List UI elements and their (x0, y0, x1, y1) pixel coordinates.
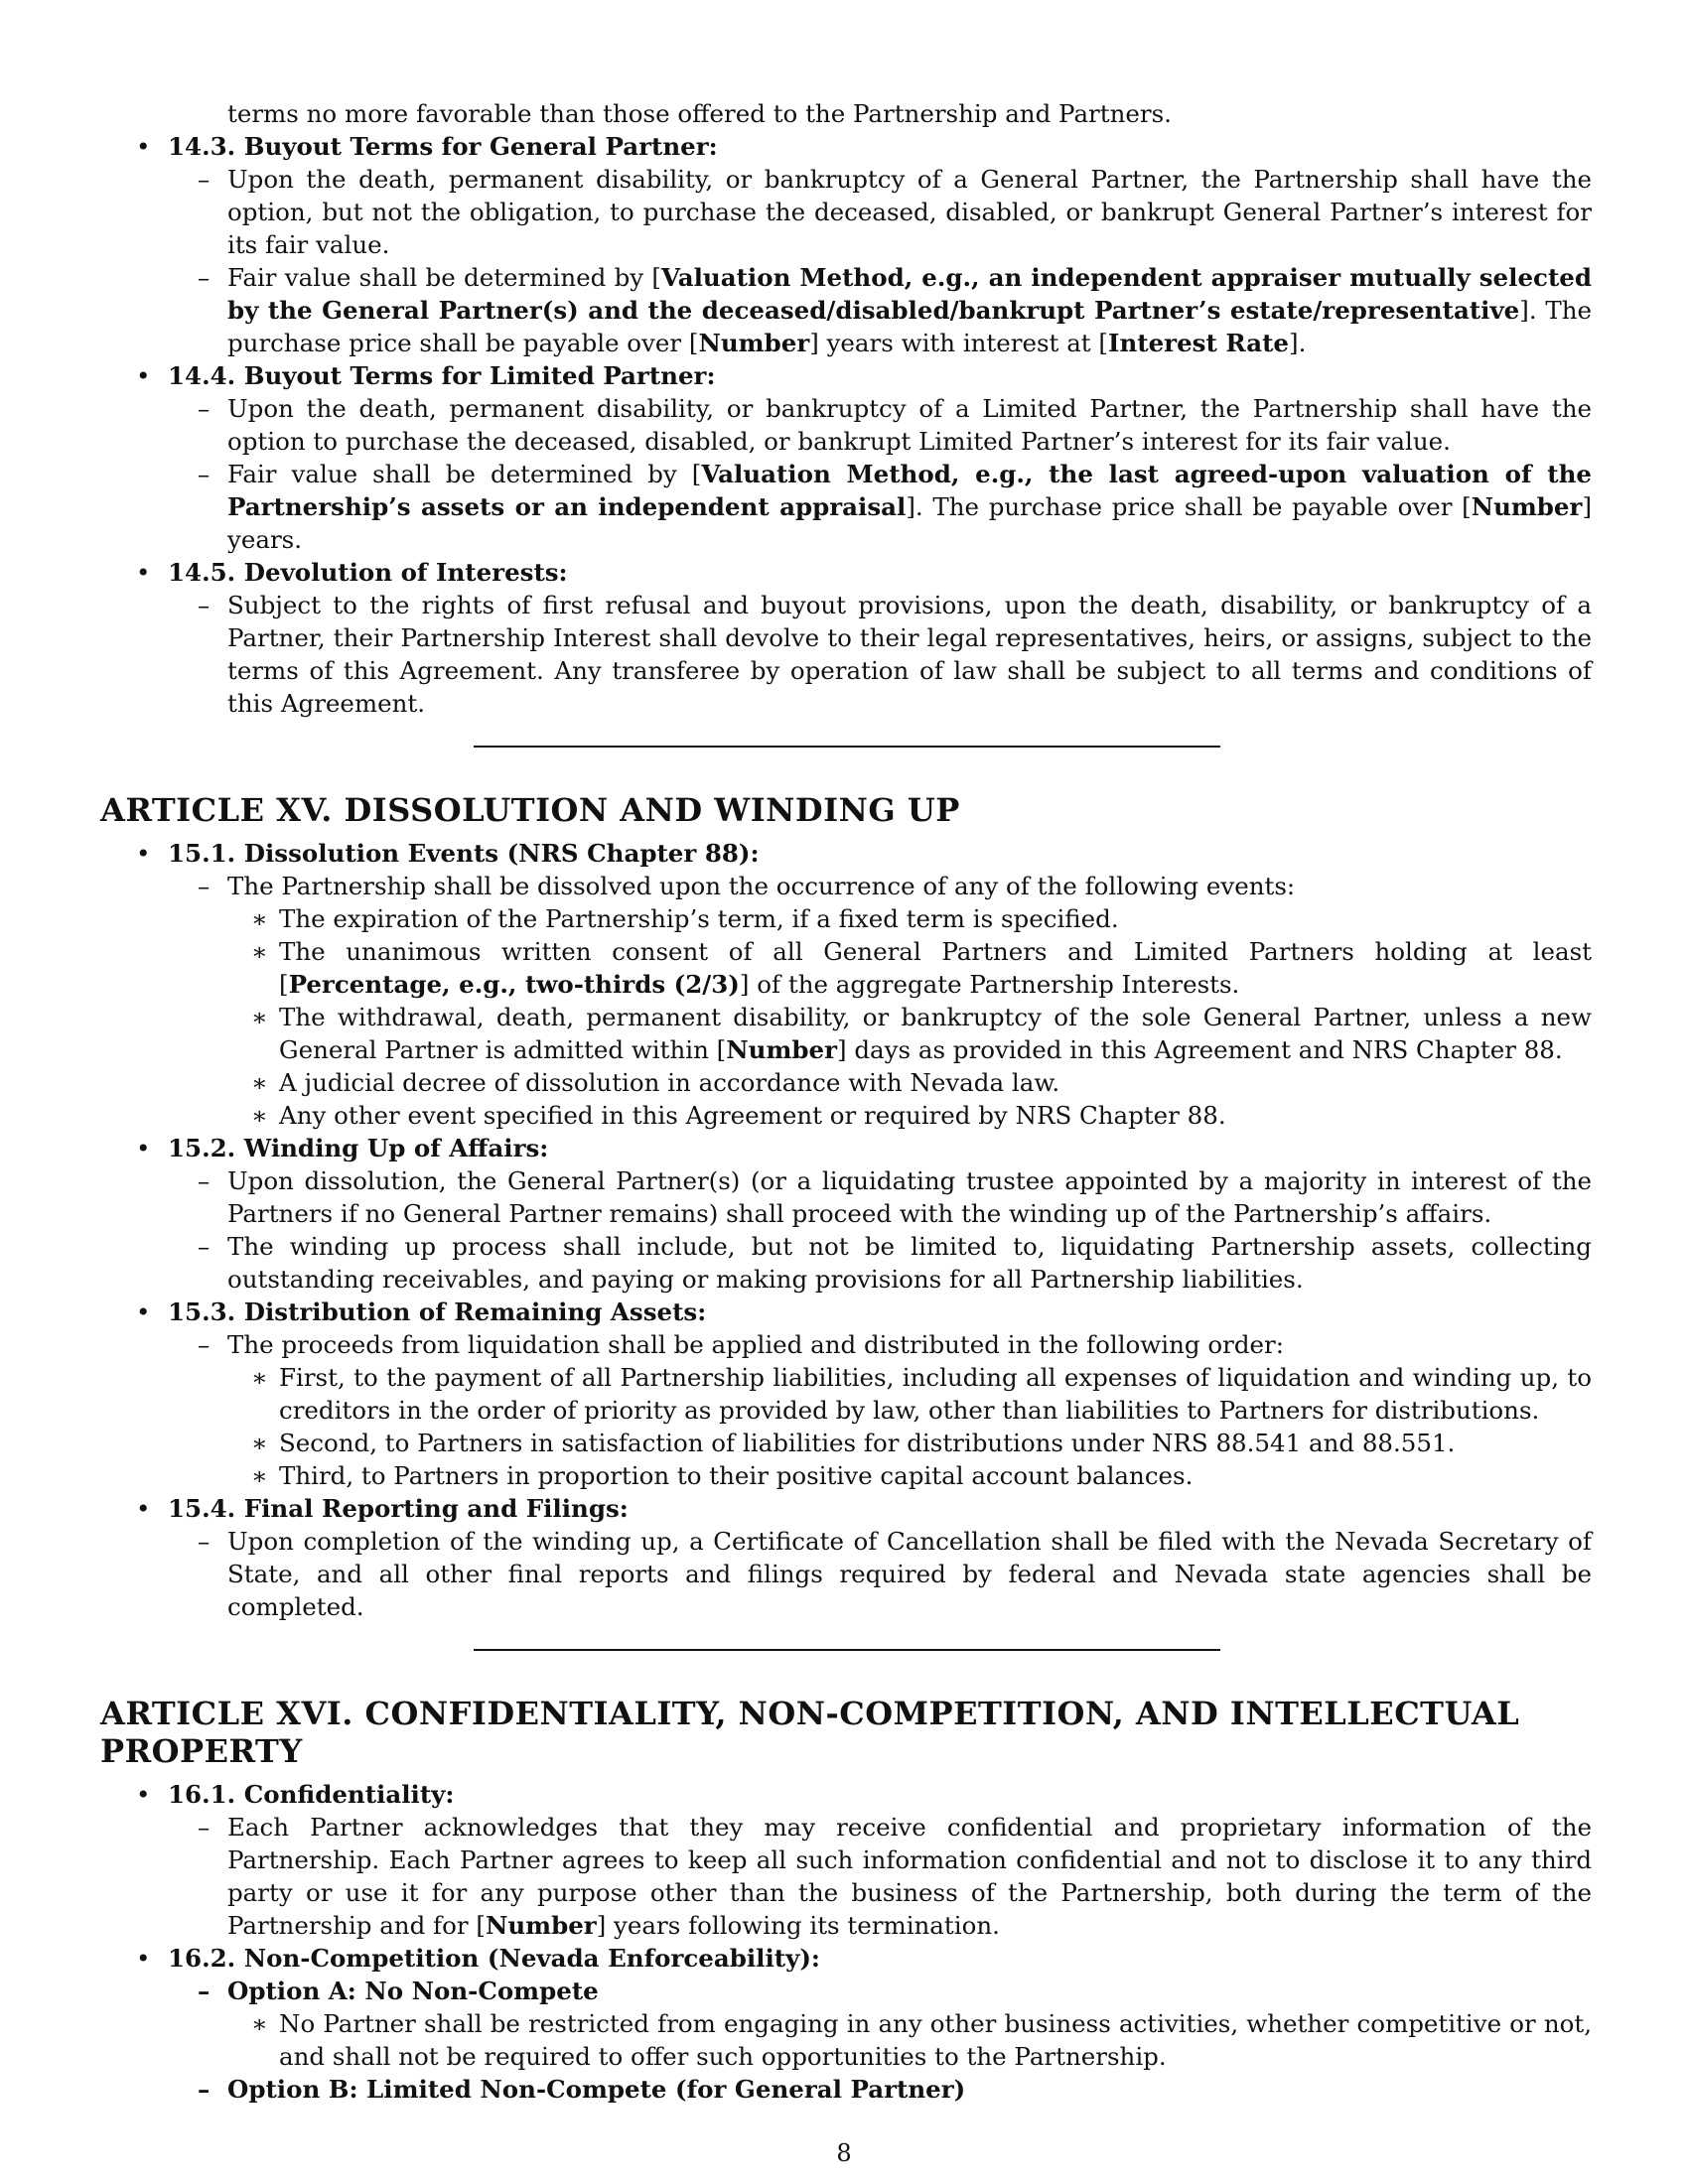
clause-text: The expiration of the Partnership’s term, if a fixed term is specified. (279, 904, 1119, 933)
dash-icon: – (198, 1232, 211, 1261)
dash-icon: – (198, 1527, 211, 1556)
clause-text: Third, to Partners in proportion to their positive capital account balances. (279, 1461, 1194, 1490)
clause-text: Each Partner acknowledges that they may receive confidential and proprietary information of the Partnership. Each Partner agrees to keep all such information confidential and not to disclose it to any third party or use it for any purpose other than the business of the Partnership, both during the term of the Partnership and for [ (227, 1813, 1592, 1940)
section-15-1 (100, 837, 1592, 870)
list-item (100, 935, 1592, 1001)
section-14-5 (100, 556, 1592, 589)
list-item (100, 1164, 1592, 1230)
list-item (100, 1230, 1592, 1296)
section-15-3 (100, 1296, 1592, 1328)
clause-text: ]. The purchase price shall be payable over [ (906, 492, 1472, 521)
bullet-icon: • (136, 558, 151, 587)
document-page (100, 97, 1592, 2106)
dash-icon: – (198, 872, 211, 900)
list-item (100, 870, 1592, 902)
star-icon: ∗ (251, 937, 268, 966)
clause-text: ] years following its termination. (596, 1911, 1000, 1940)
section-heading: 14.3. Buyout Terms for General Partner: (168, 132, 718, 161)
clause-text: The proceeds from liquidation shall be applied and distributed in the following order: (227, 1330, 1284, 1359)
dash-icon: – (198, 1977, 211, 2005)
clause-text: Upon the death, permanent disability, or bankruptcy of a General Partner, the Partnership shall have the option, but not the obligation, to purchase the deceased, disabled, or bankrupt General Partner’s interest for its fair value. (227, 165, 1592, 259)
section-16-2 (100, 1942, 1592, 1975)
dash-icon: – (198, 2075, 211, 2104)
page-number: 8 (836, 2139, 852, 2167)
section-15-4 (100, 1492, 1592, 1525)
section-16-1 (100, 1778, 1592, 1811)
clause-text: A judicial decree of dissolution in accordance with Nevada law. (279, 1068, 1060, 1097)
clause-text: ] years. (227, 492, 1592, 554)
bullet-icon: • (136, 1297, 151, 1326)
placeholder-valuation: Valuation Method, e.g., the last agreed-upon valuation of the Partnership’s assets or an independent appraisal (227, 460, 1592, 521)
clause-text: No Partner shall be restricted from engaging in any other business activities, whether competitive or not, and shall not be required to offer such opportunities to the Partnership. (279, 2009, 1592, 2071)
section-heading: 14.5. Devolution of Interests: (168, 558, 568, 587)
dash-icon: – (198, 460, 211, 488)
list-item (100, 1427, 1592, 1459)
bullet-icon: • (136, 132, 151, 161)
section-heading: 15.3. Distribution of Remaining Assets: (168, 1297, 707, 1326)
bullet-icon: • (136, 1134, 151, 1162)
option-b-heading: Option B: Limited Non-Compete (for General Partner) (227, 2075, 966, 2104)
clause-text: Any other event specified in this Agreement or required by NRS Chapter 88. (279, 1101, 1226, 1130)
article14-list (100, 130, 1592, 720)
list-item (100, 902, 1592, 935)
list-item (100, 2073, 1592, 2106)
list-item (100, 163, 1592, 261)
clause-text: ]. (1289, 329, 1307, 357)
section-14-3 (100, 130, 1592, 163)
star-icon: ∗ (251, 1003, 268, 1031)
clause-text: Fair value shall be determined by [ (227, 263, 661, 292)
clause-text: The Partnership shall be dissolved upon the occurrence of any of the following events: (227, 872, 1296, 900)
list-item (100, 1328, 1592, 1361)
clause-text: The winding up process shall include, but not be limited to, liquidating Partnership assets, collecting outstanding receivables, and paying or making provisions for all Partnership liabilities. (227, 1232, 1592, 1294)
star-icon: ∗ (251, 1429, 268, 1457)
dash-icon: – (198, 394, 211, 423)
clause-text: Second, to Partners in satisfaction of liabilities for distributions under NRS 88.541 and 88.551. (279, 1429, 1456, 1457)
dash-icon: – (198, 1330, 211, 1359)
placeholder-interest-rate: Interest Rate (1108, 329, 1290, 357)
list-item (100, 1975, 1592, 2007)
section-heading: 16.1. Confidentiality: (168, 1780, 455, 1809)
article-15-title: ARTICLE XV. DISSOLUTION AND WINDING UP (100, 791, 960, 829)
bullet-icon: • (136, 839, 151, 868)
section-heading: 14.4. Buyout Terms for Limited Partner: (168, 361, 716, 390)
list-item (100, 458, 1592, 556)
list-item (100, 1066, 1592, 1099)
star-icon: ∗ (251, 2009, 268, 2038)
placeholder-number: Number (698, 329, 810, 357)
placeholder-valuation: Valuation Method, e.g., an independent appraiser mutually selected by the General Partner(s) and the deceased/disabled/bankrupt Partner’s estate/representative (227, 263, 1592, 325)
article-16-title: ARTICLE XVI. CONFIDENTIALITY, NON-COMPETITION, AND INTELLECTUAL PROPERTY (100, 1695, 1520, 1770)
placeholder-number: Number (726, 1035, 837, 1064)
bullet-icon: • (136, 1944, 151, 1973)
dash-icon: – (198, 591, 211, 619)
article15-list (100, 837, 1592, 1623)
list-item (100, 1099, 1592, 1132)
star-icon: ∗ (251, 1461, 268, 1490)
dash-icon: – (198, 165, 211, 194)
clause-text: Upon completion of the winding up, a Certificate of Cancellation shall be filed with the Nevada Secretary of State, and all other final reports and filings required by federal and Nevada state agencies shall be completed. (227, 1527, 1592, 1621)
list-item (100, 1811, 1592, 1942)
star-icon: ∗ (251, 1363, 268, 1392)
article16-list (100, 1778, 1592, 2106)
list-item (100, 1001, 1592, 1066)
section-15-2 (100, 1132, 1592, 1164)
placeholder-number: Number (485, 1911, 597, 1940)
list-item (100, 1361, 1592, 1427)
placeholder-number: Number (1471, 492, 1583, 521)
clause-text: Fair value shall be determined by [ (227, 460, 702, 488)
clause-text: First, to the payment of all Partnership liabilities, including all expenses of liquidation and winding up, to creditors in the order of priority as provided by law, other than liabilities to Partners for distributions. (279, 1363, 1592, 1425)
section-heading: 16.2. Non-Competition (Nevada Enforceability): (168, 1944, 820, 1973)
clause-text: ] years with interest at [ (809, 329, 1108, 357)
continuation-text: terms no more favorable than those offered to the Partnership and Partners. (227, 99, 1172, 128)
list-item (100, 589, 1592, 720)
clause-text: The withdrawal, death, permanent disability, or bankruptcy of the sole General Partner, unless a new General Partner is admitted within [ (279, 1003, 1592, 1064)
bullet-icon: • (136, 1780, 151, 1809)
star-icon: ∗ (251, 1068, 268, 1097)
dash-icon: – (198, 263, 211, 292)
list-item (100, 1525, 1592, 1623)
list-item (100, 1459, 1592, 1492)
clause-text: ] of the aggregate Partnership Interests. (739, 970, 1240, 999)
bullet-icon: • (136, 1494, 151, 1523)
list-item (100, 392, 1592, 458)
clause-text: ]. The purchase price shall be payable over [ (227, 296, 1592, 357)
dash-icon: – (198, 1813, 211, 1842)
star-icon: ∗ (251, 904, 268, 933)
dash-icon: – (198, 1166, 211, 1195)
bullet-icon: • (136, 361, 151, 390)
clause-text: The unanimous written consent of all General Partners and Limited Partners holding at least [ (279, 937, 1592, 999)
clause-text: Upon the death, permanent disability, or bankruptcy of a Limited Partner, the Partnership shall have the option to purchase the deceased, disabled, or bankrupt Limited Partner’s interest for its fair value. (227, 394, 1592, 456)
clause-text: Subject to the rights of first refusal and buyout provisions, upon the death, disability, or bankruptcy of a Partner, their Partnership Interest shall devolve to their legal representatives, heirs, or assigns, subject to the terms of this Agreement. Any transferee by operation of law shall be subject to all terms and conditions of this Agreement. (227, 591, 1592, 718)
section-heading: 15.1. Dissolution Events (NRS Chapter 88): (168, 839, 760, 868)
placeholder-percentage: Percentage, e.g., two-thirds (2/3) (288, 970, 740, 999)
section-heading: 15.2. Winding Up of Affairs: (168, 1134, 549, 1162)
list-item (100, 2007, 1592, 2073)
section-14-4 (100, 359, 1592, 392)
star-icon: ∗ (251, 1101, 268, 1130)
section-heading: 15.4. Final Reporting and Filings: (168, 1494, 629, 1523)
option-a-heading: Option A: No Non-Compete (227, 1977, 599, 2005)
clause-text: ] days as provided in this Agreement and NRS Chapter 88. (837, 1035, 1563, 1064)
list-item (100, 261, 1592, 359)
clause-text: Upon dissolution, the General Partner(s) (or a liquidating trustee appointed by a majority in interest of the Partners if no General Partner remains) shall proceed with the winding up of the Partnership’s affairs. (227, 1166, 1592, 1228)
